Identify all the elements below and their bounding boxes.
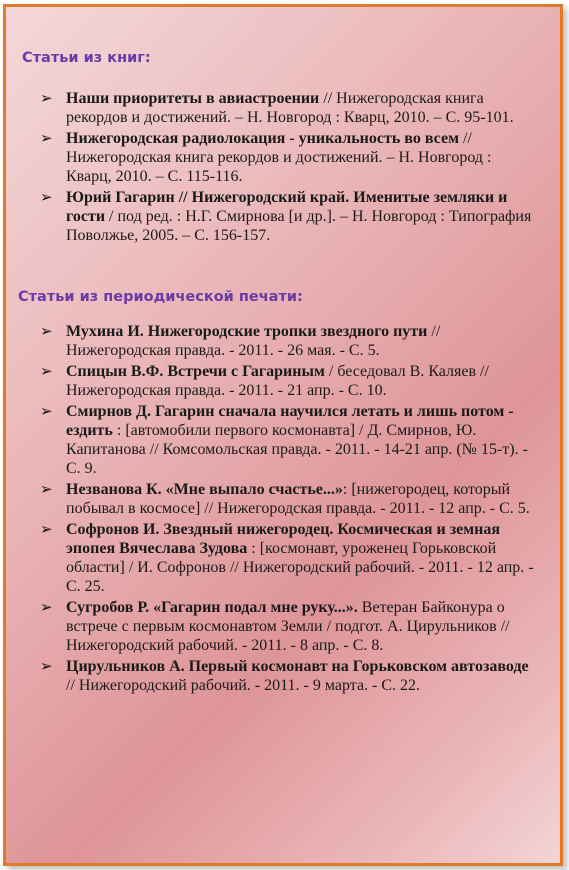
arrow-bullet-icon: ➢ [40,520,53,538]
item-title: Софронов И. Звездный нижегородец. Космическая и земная эпопея Вячеслава Зудова [66,521,501,557]
item-title: Наши приоритеты в авиастроении [66,90,320,107]
arrow-bullet-icon: ➢ [40,322,53,340]
item-details: // Нижегородский рабочий. - 2011. - 9 марта. - С. 22. [66,677,421,694]
section-heading-books: Статьи из книг: [22,50,151,66]
item-details: // Нижегородская книга рекордов и достижений. – Н. Новгород : Кварц, 2010. – С. 115-116. [66,130,492,185]
section-heading-periodicals: Статьи из периодической печати: [18,289,303,305]
item-details: Ветеран Байконура о встрече с первым космонавтом Земли / подгот. А. Цирульников // Нижегородский рабочий. - 2011. - 8 апр. - С. 8. [66,599,510,654]
arrow-bullet-icon: ➢ [40,402,53,420]
item-details: : [космонавт, уроженец Горьковской области] / И. Софронов // Нижегородский рабочий. - 2011. - 12 апр. - С. 25. [66,540,534,595]
item-details: // Нижегородская правда. - 2011. - 26 мая. - С. 5. [66,323,441,359]
item-title: Спицын В.Ф. Встречи с Гагариным [66,363,325,380]
list-item [14,129,547,186]
list-item [14,598,547,655]
list-item [14,362,547,400]
item-details: / беседовал В. Каляев // Нижегородская правда. - 2011. - 21 апр. - С. 10. [66,363,489,399]
list-item [14,480,547,518]
item-details: : [нижегородец, который побывал в космосе] // Нижегородская правда. - 2011. - 12 апр. - С. 5. [66,481,530,517]
arrow-bullet-icon: ➢ [40,598,53,616]
arrow-bullet-icon: ➢ [40,480,53,498]
arrow-bullet-icon: ➢ [40,657,53,675]
list-item [14,322,547,360]
list-item [14,89,547,127]
list-item [14,657,547,695]
list-item [14,520,547,596]
item-title: Незванова К. «Мне выпало счастье...» [66,481,343,498]
arrow-bullet-icon: ➢ [40,362,53,380]
item-title: Юрий Гагарин // Нижегородский край. Именитые земляки и гости [66,189,508,225]
item-title: Сугробов Р. «Гагарин подал мне руку...». [66,599,358,616]
arrow-bullet-icon: ➢ [40,129,53,147]
item-details: : [автомобили первого космонавта] / Д. Смирнов, Ю. Капитанова // Комсомольская правда. - 2011. - 14-21 апр. (№ 15-т). - С. 9. [66,422,528,477]
arrow-bullet-icon: ➢ [40,89,53,107]
item-title: Нижегородская радиолокация - уникальность во всем [66,130,459,147]
periodicals-list [14,322,547,695]
item-title: Смирнов Д. Гагарин сначала научился летать и лишь потом - ездить [66,403,514,439]
item-title: Мухина И. Нижегородские тропки звездного пути [66,323,428,340]
list-item [14,402,547,478]
list-item [14,188,547,245]
item-details: // Нижегородская книга рекордов и достижений. – Н. Новгород : Кварц, 2010. – С. 95-101. [66,90,514,126]
arrow-bullet-icon: ➢ [40,188,53,206]
item-title: Цирульников А. Первый космонавт на Горьковском автозаводе [66,658,529,675]
item-details: / под ред. : Н.Г. Смирнова [и др.]. – Н. Новгород : Типография Поволжье, 2005. – С. 156-157. [66,208,532,244]
books-list [14,89,547,245]
